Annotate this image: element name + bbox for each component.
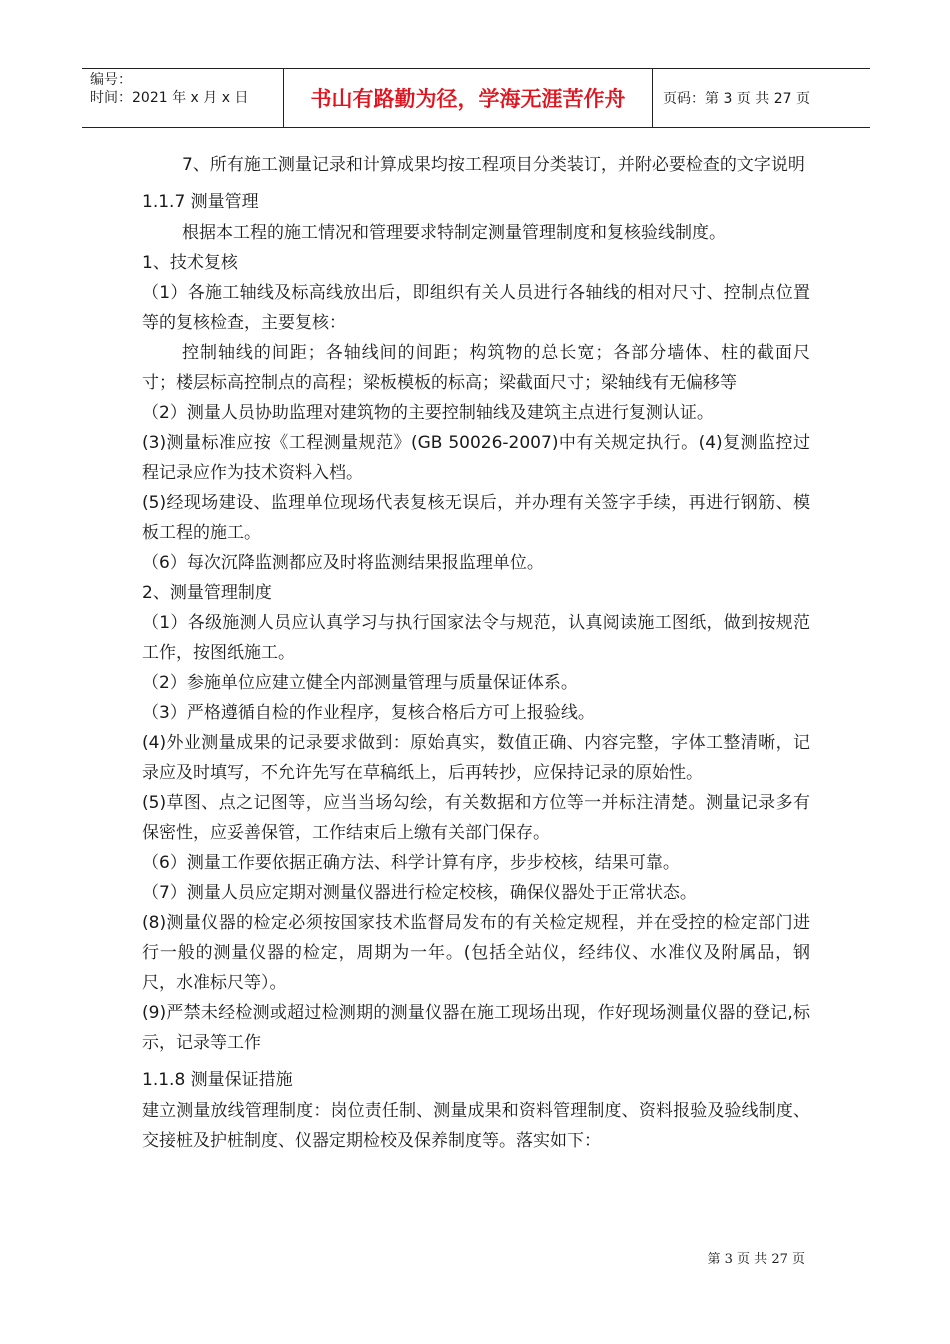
header-page-number: 页码：第 3 页 共 27 页 [663, 91, 810, 107]
paragraph: (9)严禁未经检测或超过检测期的测量仪器在施工现场出现，作好现场测量仪器的登记,标示，记录等工作 [142, 1003, 810, 1053]
paragraph: （7）测量人员应定期对测量仪器进行检定校核，确保仪器处于正常状态。 [142, 883, 697, 903]
paragraph: （2）测量人员协助监理对建筑物的主要控制轴线及建筑主点进行复测认证。 [142, 403, 714, 423]
subheading-technical-review: 1、技术复核 [142, 253, 238, 273]
page-footer: 第 3 页 共 27 页 [707, 1252, 805, 1267]
paragraph: 控制轴线的间距；各轴线间的间距；构筑物的总长宽；各部分墙体、柱的截面尺寸；楼层标高控制点的高程；梁板模板的标高；梁截面尺寸；梁轴线有无偏移等 [142, 343, 810, 393]
document-body [142, 150, 810, 1156]
paragraph: 根据本工程的施工情况和管理要求特制定测量管理制度和复核验线制度。 [182, 223, 726, 243]
paragraph: (5)经现场建设、监理单位现场代表复核无误后，并办理有关签字手续，再进行钢筋、模板工程的施工。 [142, 493, 810, 543]
paragraph: （3）严格遵循自检的作业程序，复核合格后方可上报验线。 [142, 703, 595, 723]
paragraph: （1）各施工轴线及标高线放出后，即组织有关人员进行各轴线的相对尺寸、控制点位置等的复核检查，主要复核： [142, 283, 810, 333]
paragraph: (8)测量仪器的检定必须按国家技术监督局发布的有关检定规程，并在受控的检定部门进行一般的测量仪器的检定，周期为一年。(包括全站仪，经纬仪、水准仪及附属品，钢尺，水准标尺等）。 [142, 913, 810, 993]
paragraph: （2）参施单位应建立健全内部测量管理与质量保证体系。 [142, 673, 578, 693]
subheading-management-system: 2、测量管理制度 [142, 583, 272, 603]
paragraph: (3)测量标准应按《工程测量规范》(GB 50026-2007)中有关规定执行。(4)复测监控过程记录应作为技术资料入档。 [142, 433, 810, 483]
paragraph: (5)草图、点之记图等，应当当场勾绘，有关数据和方位等一并标注清楚。测量记录多有保密性，应妥善保管，工作结束后上缴有关部门保存。 [142, 793, 810, 843]
paragraph: 建立测量放线管理制度：岗位责任制、测量成果和资料管理制度、资料报验及验线制度、交接桩及护桩制度、仪器定期检校及保养制度等。落实如下： [142, 1101, 810, 1151]
header-meta [82, 69, 283, 127]
header-motto: 书山有路勤为径，学海无涯苦作舟 [283, 69, 653, 127]
paragraph: （6）每次沉降监测都应及时将监测结果报监理单位。 [142, 553, 544, 573]
doc-time-label: 时间：2021 年 x 月 x 日 [90, 90, 249, 106]
paragraph: (4)外业测量成果的记录要求做到：原始真实，数值正确、内容完整，字体工整清晰，记录应及时填写，不允许先写在草稿纸上，后再转抄，应保持记录的原始性。 [142, 733, 810, 783]
paragraph: （6）测量工作要依据正确方法、科学计算有序，步步校核，结果可靠。 [142, 853, 680, 873]
paragraph: （1）各级施测人员应认真学习与执行国家法令与规范，认真阅读施工图纸，做到按规范工作，按图纸施工。 [142, 613, 810, 663]
paragraph: 7、所有施工测量记录和计算成果均按工程项目分类装订，并附必要检查的文字说明 [182, 155, 805, 175]
section-heading-1-1-8: 1.1.8 测量保证措施 [142, 1070, 293, 1090]
section-heading-1-1-7: 1.1.7 测量管理 [142, 192, 259, 212]
doc-code-label: 编号： [90, 72, 132, 88]
page-header [82, 68, 870, 128]
